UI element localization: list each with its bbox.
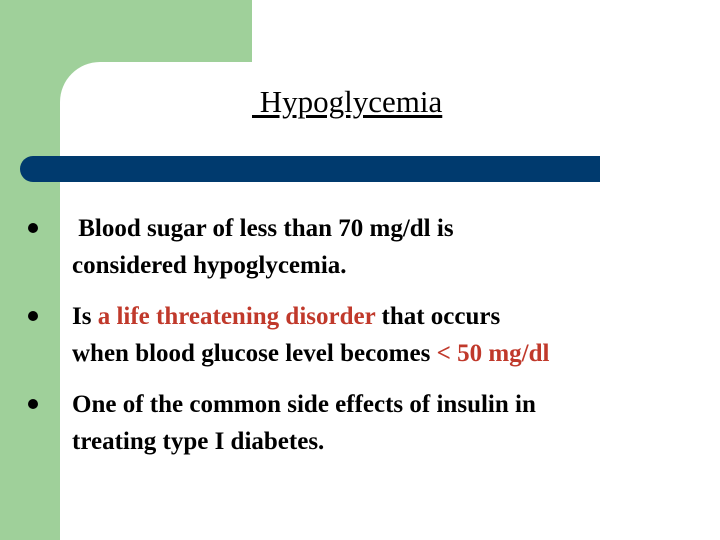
bullet-line: One of the common side effects of insulin in <box>72 391 536 418</box>
bullet-text <box>72 335 692 372</box>
bullet-line: when blood glucose level becomes <box>72 340 437 367</box>
bullet-line: treating type I diabetes. <box>72 428 325 455</box>
bullet-dot-icon <box>28 399 38 409</box>
bullet-text <box>72 210 692 247</box>
highlighted-phrase: a life threatening disorder <box>97 303 376 330</box>
slide-title: Hypoglycemia <box>252 84 443 119</box>
bullet-dot-icon <box>28 223 38 233</box>
bullet-text <box>72 247 692 284</box>
bullet-dot-icon <box>28 311 38 321</box>
bullet-text <box>72 298 692 335</box>
bullet-line: considered hypoglycemia. <box>72 252 347 279</box>
bullet-text <box>72 386 692 423</box>
bullet-line: that occurs <box>375 303 501 330</box>
title-divider-bar <box>20 156 600 182</box>
bullet-line: Is <box>72 303 98 330</box>
bullet-line: Blood sugar of less than 70 mg/dl is <box>72 215 454 242</box>
highlighted-threshold: < 50 mg/dl <box>436 340 550 367</box>
bullet-text <box>72 423 692 460</box>
